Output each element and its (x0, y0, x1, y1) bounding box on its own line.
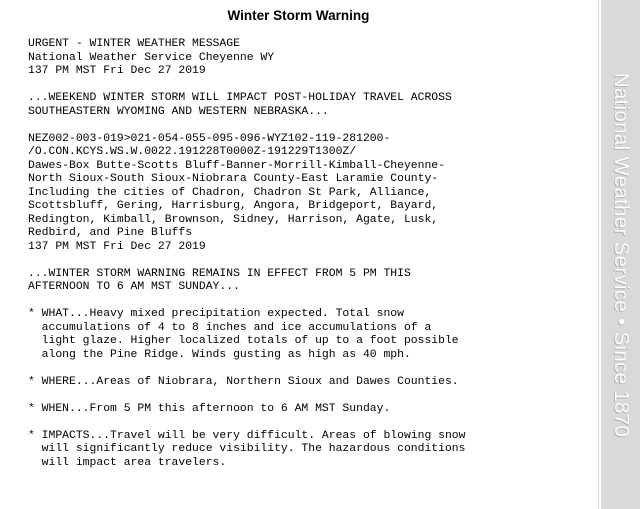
message-impacts: * IMPACTS...Travel will be very difficult. Areas of blowing snow will significantly reduce visibility. The hazardous conditions will impact area travelers. (28, 429, 466, 469)
warning-message (28, 38, 465, 470)
message-what: * WHAT...Heavy mixed precipitation expected. Total snow accumulations of 4 to 8 inches and ice accumulations of a light glaze. Higher localized totals of up to a foot possible along the Pine Ridge. Winds gusting as high as 40 mph. (28, 308, 459, 361)
sidebar-divider (598, 0, 599, 509)
message-where: * WHERE...Areas of Niobrara, Northern Sioux and Dawes Counties. (28, 375, 459, 388)
message-warning-statement: ...WINTER STORM WARNING REMAINS IN EFFECT FROM 5 PM THIS AFTERNOON TO 6 AM MST SUNDAY... (28, 267, 411, 293)
message-header: URGENT - WINTER WEATHER MESSAGE National Weather Service Cheyenne WY 137 PM MST Fri Dec 27 2019 (28, 38, 275, 77)
sidebar-watermark-text: National Weather Service • Since 1870 (610, 72, 633, 438)
page-title: Winter Storm Warning (227, 8, 370, 23)
message-zones: NEZ002-003-019>021-054-055-095-096-WYZ102-119-281200- /O.CON.KCYS.WS.W.0022.191228T0000Z-191229T1300Z/ Dawes-Box Butte-Scotts Bluff-Banner-Morrill-Kimball-Cheyenne- North Sioux-South Sioux-Niobrara County-East Laramie County- Including the cities of Chadron, Chadron St Park, Alliance, Scottsbluff, Gering, Harrisburg, Angora, Bridgeport, Bayard, Redington, Kimball, Brownson, Sidney, Harrison, Agate, Lusk, Redbird, and Pine Bluffs 137 PM MST Fri Dec 27 2019 (28, 132, 445, 253)
sidebar-watermark (601, 0, 640, 509)
message-headline: ...WEEKEND WINTER STORM WILL IMPACT POST-HOLIDAY TRAVEL ACROSS SOUTHEASTERN WYOMING AND WESTERN NEBRASKA... (28, 92, 452, 118)
message-when: * WHEN...From 5 PM this afternoon to 6 AM MST Sunday. (28, 402, 391, 415)
